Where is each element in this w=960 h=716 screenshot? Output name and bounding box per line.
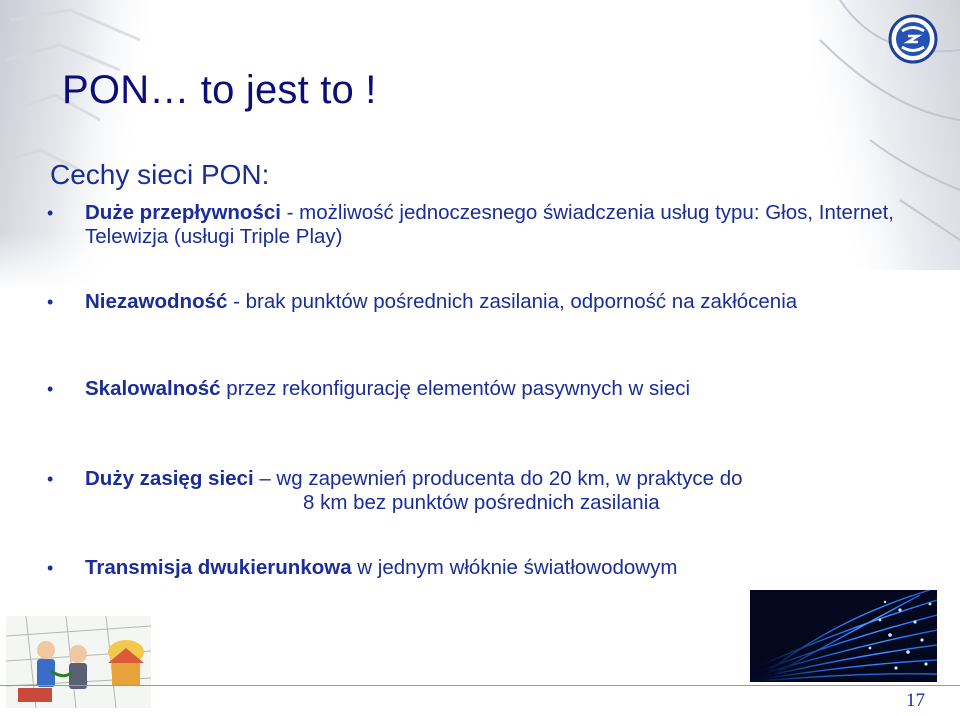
list-item-text xyxy=(85,290,924,314)
list-item-body: – wg zapewnień producenta do 20 km, w praktyce do xyxy=(253,467,743,490)
bullet-icon: • xyxy=(47,203,54,223)
workers-cartoon-icon xyxy=(6,616,151,708)
list-item-text xyxy=(85,467,924,515)
list-item xyxy=(44,290,924,314)
list-item-bold: Transmisja dwukierunkowa xyxy=(85,556,352,579)
list-item xyxy=(44,556,924,580)
list-item-body: w jednym włóknie światłowodowym xyxy=(351,556,678,579)
list-item-body-continued: 8 km bez punktów pośrednich zasilania xyxy=(303,491,660,514)
list-item-body: przez rekonfigurację elementów pasywnych w sieci xyxy=(220,377,691,400)
list-item-text xyxy=(85,377,924,401)
list-item-bold: Duży zasięg sieci xyxy=(85,467,254,490)
bullet-icon: • xyxy=(47,558,54,578)
list-item-body: - możliwość jednoczesnego świadczenia usług typu: Głos, Internet, Telewizja (usługi Triple Play) xyxy=(85,201,894,248)
page-number: 17 xyxy=(906,690,925,711)
list-item-bold: Skalowalność xyxy=(85,377,221,400)
sep-logo-icon xyxy=(888,14,938,64)
list-item-body: - brak punktów pośrednich zasilania, odporność na zakłócenia xyxy=(227,290,798,313)
bullet-icon: • xyxy=(47,292,54,312)
fiber-optic-icon xyxy=(750,590,937,682)
list-item-text xyxy=(85,556,924,580)
list-item-bold: Niezawodność xyxy=(85,290,228,313)
slide-subtitle: Cechy sieci PON: xyxy=(50,159,270,190)
footer-divider xyxy=(0,685,960,686)
list-item xyxy=(44,201,924,249)
bullet-icon: • xyxy=(47,379,54,399)
slide-title: PON… to jest to ! xyxy=(62,68,377,112)
list-item-text xyxy=(85,201,924,249)
list-item xyxy=(44,467,924,515)
bullet-icon: • xyxy=(47,469,54,489)
list-item-bold: Duże przepływności xyxy=(85,201,281,224)
list-item xyxy=(44,377,924,401)
